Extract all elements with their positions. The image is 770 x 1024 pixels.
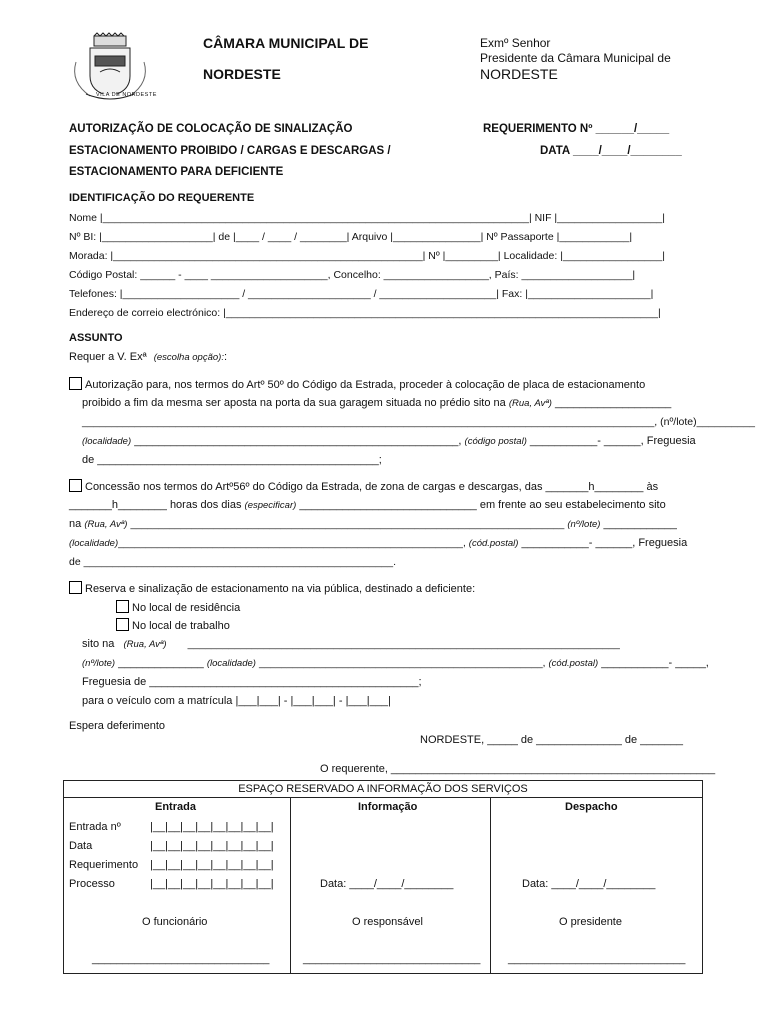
option-1-l4-end: ___________- ______, Freguesia [529, 435, 696, 447]
option-2-l2-hint: (especificar) [244, 500, 297, 511]
data-label: Data [69, 840, 93, 852]
requerente-signature[interactable]: O requerente, _____________________________________________________ [320, 763, 716, 775]
col-entrada: Entrada [155, 801, 196, 813]
espera-deferimento: Espera deferimento [69, 720, 165, 732]
assunto-heading: ASSUNTO [69, 332, 123, 344]
data-boxes[interactable]: |__|__|__|__|__|__|__|__| [150, 840, 274, 852]
request-intro [69, 351, 227, 363]
option-1-l4-hint1: (localidade) [82, 436, 132, 447]
bi-row[interactable]: Nº BI: |___________________| de |____ / ____ / ________| Arquivo |_______________| Nº Passaporte |____________| [69, 231, 633, 243]
work-label: No local de trabalho [132, 620, 230, 632]
option-3-line4[interactable]: Freguesia de ____________________________________________; [82, 676, 422, 688]
option-2-line1 [69, 479, 658, 493]
option-2-l4a: ______________________________________________________________, [118, 538, 466, 549]
option-2-l3-hint1: (Rua, Avª) [84, 519, 128, 530]
option-3-line1 [69, 581, 475, 595]
postal-code-row[interactable]: Código Postal: ______ - ____ ____________________, Concelho: __________________, País: ___________________| [69, 269, 636, 281]
option-3-line2[interactable] [82, 638, 620, 650]
request-intro-hint: (escolha opção): [153, 352, 224, 363]
request-date[interactable]: DATA ____/____/________ [540, 145, 682, 157]
sig-line-presidente[interactable]: _____________________________ [508, 953, 686, 965]
option-2-line3[interactable] [69, 518, 677, 530]
entrada-no-boxes[interactable]: |__|__|__|__|__|__|__|__| [150, 821, 274, 833]
option-3-l3-hint3: (cód.postal) [548, 658, 599, 669]
residence-checkbox[interactable] [116, 600, 129, 613]
option-2-l4-hint2: (cód.postal) [468, 538, 519, 549]
option-2-line2[interactable] [69, 499, 666, 511]
sig-responsavel: O responsável [352, 916, 423, 928]
option-1-l2-end: ___________________ [555, 397, 672, 409]
option-2-checkbox[interactable] [69, 479, 82, 492]
form-title-1: AUTORIZAÇÃO DE COLOCAÇÃO DE SINALIZAÇÃO [69, 123, 353, 135]
option-3-l3-hint2: (localidade) [206, 658, 256, 669]
option-3-l3b: ___________________________________________________, [259, 658, 546, 669]
org-name-line2: NORDESTE [203, 66, 281, 82]
option-1-line1 [69, 377, 645, 391]
form-title-2: ESTACIONAMENTO PROIBIDO / CARGAS E DESCARGAS / [69, 145, 391, 157]
name-nif-row[interactable]: Nome |_________________________________________________________________________| NIF |__________________| [69, 212, 665, 224]
option-2-line4[interactable] [69, 537, 687, 549]
requerimento-number[interactable]: REQUERIMENTO Nº ______/_____ [483, 123, 670, 135]
email-row[interactable]: Endereço de correio electrónico: |__________________________________________________________________________| [69, 307, 661, 319]
request-intro-text: Requer a V. Exª [69, 351, 147, 363]
option-2-l3-hint2: (nº/lote) [567, 519, 601, 530]
org-name-line1: CÂMARA MUNICIPAL DE [203, 35, 369, 51]
residence-label: No local de residência [132, 602, 241, 614]
place-date[interactable]: NORDESTE, _____ de ______________ de _______ [420, 734, 683, 746]
ident-heading: IDENTIFICAÇÃO DO REQUERENTE [69, 192, 255, 204]
request-intro-end: : [223, 351, 228, 363]
option-1-line2[interactable] [82, 397, 671, 409]
option-2-text: Concessão nos termos do Artº56º do Código da Estrada, de zona de cargas e descargas, das _______h________ às [85, 481, 659, 493]
option-1-l4-mid: _____________________________________________________, [134, 435, 462, 447]
option-3-line3[interactable] [82, 657, 709, 669]
option-3-checkbox[interactable] [69, 581, 82, 594]
option-1-line3[interactable]: __________________________________________________________________________________________________, (nº/lote)__________ [82, 416, 756, 428]
option-3-l2a: sito na [82, 638, 115, 650]
services-divider-2 [490, 797, 491, 973]
option-1-l2-hint: (Rua, Avª) [508, 398, 552, 409]
services-divider-1 [290, 797, 291, 973]
option-1-line4[interactable] [82, 435, 696, 447]
address-row[interactable]: Morada: |_____________________________________________________| Nº |_________| Localidade: |_________________| [69, 250, 665, 262]
option-3-sub-residence [116, 600, 240, 614]
info-date[interactable]: Data: ____/____/________ [320, 878, 454, 890]
services-header: ESPAÇO RESERVADO A INFORMAÇÃO DOS SERVIÇOS [63, 780, 703, 798]
option-1-l4-hint2: (código postal) [464, 436, 527, 447]
col-despacho: Despacho [565, 801, 618, 813]
option-3-l3c: ___________- _____, [601, 657, 709, 669]
option-1-checkbox[interactable] [69, 377, 82, 390]
requerimento-boxes[interactable]: |__|__|__|__|__|__|__|__| [150, 859, 274, 871]
sig-funcionario: O funcionário [142, 916, 208, 928]
addressee-2: Presidente da Câmara Municipal de [480, 51, 671, 65]
option-1-l2-text: proibido a fim da mesma ser aposta na porta da sua garagem situada no prédio sito na [82, 397, 506, 409]
processo-boxes[interactable]: |__|__|__|__|__|__|__|__| [150, 878, 274, 890]
option-1-text: Autorização para, nos termos do Artº 50º do Código da Estrada, proceder à colocação de placa de estacionamento [85, 379, 646, 391]
processo-label: Processo [69, 878, 115, 890]
option-2-l2b: _____________________________ em frente ao seu estabelecimento sito [299, 499, 666, 511]
option-3-l3-hint1: (nº/lote) [82, 658, 116, 669]
option-2-l4b: ___________- ______, Freguesia [521, 537, 688, 549]
requerimento-label: Requerimento [69, 859, 139, 871]
option-2-l2a: _______h________ horas dos dias [69, 499, 242, 511]
option-3-l2b: __________________________________________________________________________ [187, 638, 620, 650]
option-2-line5[interactable]: de _____________________________________________________. [69, 556, 397, 568]
sig-presidente: O presidente [559, 916, 622, 928]
sig-line-funcionario[interactable]: _____________________________ [92, 953, 270, 965]
option-2-l3c: ____________ [603, 518, 677, 530]
option-3-sub-work [116, 618, 230, 632]
entrada-no-label: Entrada nº [69, 821, 121, 833]
option-2-l4-hint1: (localidade) [69, 538, 119, 549]
option-2-l3a: na [69, 518, 82, 530]
option-1-line5[interactable]: de ______________________________________________; [82, 454, 382, 466]
work-checkbox[interactable] [116, 618, 129, 631]
col-informacao: Informação [358, 801, 418, 813]
option-3-l3a: ______________ [118, 657, 204, 669]
sig-line-responsavel[interactable]: _____________________________ [303, 953, 481, 965]
seal-text: VILA DE NORDESTE [96, 92, 157, 98]
option-3-text: Reserva e sinalização de estacionamento na via pública, destinado a deficiente: [85, 583, 476, 595]
option-2-l3b: ______________________________________________________________________________ [130, 519, 565, 530]
addressee-3: NORDESTE [480, 66, 558, 82]
phones-row[interactable]: Telefones: |____________________ / _____________________ / ____________________| Fax: |_____________________| [69, 288, 654, 300]
addressee-1: Exmº Senhor [480, 36, 551, 50]
form-title-3: ESTACIONAMENTO PARA DEFICIENTE [69, 166, 284, 178]
option-3-line5[interactable]: para o veículo com a matrícula |___|___| - |___|___| - |___|___| [82, 695, 391, 707]
option-3-l2-hint: (Rua, Avª) [123, 639, 167, 650]
despacho-date[interactable]: Data: ____/____/________ [522, 878, 656, 890]
